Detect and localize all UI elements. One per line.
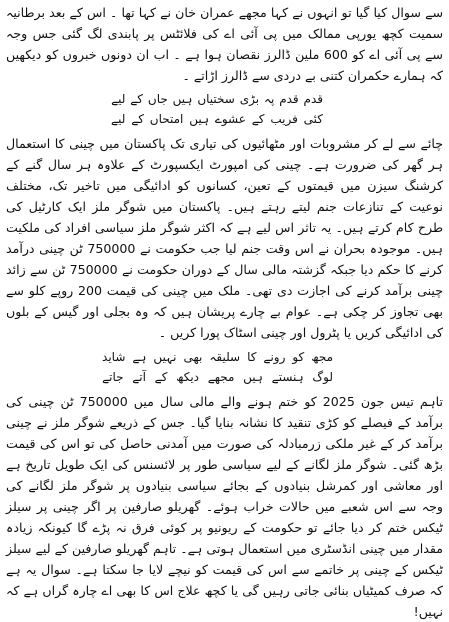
verse-word: کئی: [303, 112, 323, 126]
verse-2-line-1: [102, 347, 333, 367]
verse-word: لیے: [111, 92, 126, 106]
verse-word: ہنستے: [271, 370, 304, 384]
verse-word: جاتے: [102, 370, 124, 384]
verse-word: کے: [131, 112, 144, 126]
verse-1-line-2: [111, 109, 323, 129]
verse-word: شاید: [102, 350, 126, 364]
verse-word: ہیں: [172, 92, 193, 106]
verse-word: مجھے: [207, 370, 235, 384]
verse-2-line-2: [102, 367, 333, 387]
verse-word: فریب: [270, 112, 298, 126]
verse-word: مجھ: [311, 350, 333, 364]
verse-word: آتے: [132, 370, 146, 384]
verse-word: سلیقہ: [209, 350, 241, 364]
verse-word: قدم: [279, 92, 299, 106]
paragraph-3: تاہم تیس جون 2025 کو ختم ہونے والے مالی سال میں 750000 ٹن چینی کی برآمد کے فیصلے کو کڑی تنقید کا نشانہ بنایا گیا۔ جس کے ذریعے شوگر ملز نے چینی برآمد کر کے غیر ملکی زرمبادلہ کی صورت میں آمدنی حاصل کی تو اس کی قیمت بڑھ گئی۔ شوگر ملز لگانے کے لیے سیاسی طور پر لائسنس کی ایک طویل تاریخ ہے اور معاشی اور کمرشل بنیادوں کے بجائے سیاسی بنیادوں پر شوگر ملز لگانے کی وجہ سے اس شعبے میں حالات خراب ہوئے۔ گھریلو صارفین پر اگر چینی پر سیلز ٹیکس ختم کر دیا جائے تو حکومت کے ریونیو پر کوئی فرق نہ پڑے گا کیونکہ زیادہ مقدار میں چینی انڈسٹری میں استعمال ہوتی ہے۔ تاہم گھریلو صارفین کے لیے سیلز ٹیکس کے چینی پر خاتمے سے اس کی قیمت کو نیچے لایا جا سکتا ہے۔ سوال یہ ہے کہ صرف کمیٹیاں بنائی جاتی رہیں گی یا کچھ علاج اس کا بھی اے چارہ گراں ہے کہ نہیں!: [6, 394, 444, 619]
verse-couplet-2: [6, 343, 443, 391]
verse-word: سختیاں: [197, 92, 235, 106]
verse-word: پہ: [263, 92, 275, 106]
verse-word: نہیں: [153, 350, 177, 364]
verse-word: جاں: [147, 92, 168, 106]
paragraph-2: چائے سے لے کر مشروبات اور مٹھائیوں کی تیاری تک پاکستان میں چینی کا استعمال ہر گھر کی ضرورت ہے۔ چینی کی امپورٹ ایکسپورٹ کے علاوہ ہر سال گنے کے کرشنگ سیزن میں قیمتوں کے تعین، کسانوں کو ادائیگی میں تاخیر تک، مختلف نوعیت کے تنازعات جنم لیتے رہتے ہیں۔ پاکستان میں شوگر ملز ایک کارٹیل کی طرح کام کرتے ہیں۔ یہ تاثر اس لیے ہے کہ اکثر شوگر ملز سیاسی افراد کی ملکیت ہیں۔ موجودہ بحران نے اس وقت جنم لیا جب حکومت نے 750000 ٹن چینی درآمد کرنے کا حکم دیا جبکہ گزشتہ مالی سال کے دوران حکومت نے 750000 ٹن سے زائد چینی برآمد کرنے کی اجازت دی تھی۔ ملک میں چینی کی قیمت 200 روپے کلو سے بھی تجاوز کر چکی ہے۔ عوام بے چارے پریشان ہیں کہ وہ بجلی اور گیس کے بلوں کی ادائیگی کریں یا پٹرول اور چینی اسٹاک پورا کریں ۔: [6, 136, 443, 340]
verse-word: امتحاں: [149, 112, 184, 126]
verse-word: قدم: [303, 92, 323, 106]
verse-word: دیکھ: [176, 370, 200, 384]
verse-word: بھی: [183, 350, 203, 364]
verse-1-line-1: [111, 89, 323, 109]
paragraph-1: سے سوال کیا گیا تو انہوں نے کہا مجھے عمران خان نے کہا تھا ۔ اس کے بعد برطانیہ سمیت کچھ یورپی ممالک میں پی آئی اے کی فلائٹس پر پابندی لگ گئی جس وجہ سے پی آئی اے کو 600 ملین ڈالرز نقصان ہوا ہے ۔ اب ان دونوں خبروں کو دیکھیں کہ ہمارے حکمران کتنی بے دردی سے ڈالرز اڑاتے ۔: [6, 5, 443, 83]
verse-word: لیے: [111, 112, 126, 126]
verse-word: بڑی: [239, 92, 260, 106]
verse-word: کے: [251, 112, 265, 126]
verse-word: کا: [247, 350, 257, 364]
verse-word: کے: [154, 370, 168, 384]
verse-word: کے: [130, 92, 143, 106]
verse-word: ہیں: [243, 370, 263, 384]
verse-word: ہیں: [189, 112, 209, 126]
verse-couplet-1: [6, 86, 443, 133]
verse-word: ہے: [132, 350, 147, 364]
verse-word: رونے: [263, 350, 286, 364]
verse-word: لوگ: [312, 370, 333, 384]
verse-word: عشوے: [214, 112, 246, 126]
verse-word: کو: [292, 350, 305, 364]
